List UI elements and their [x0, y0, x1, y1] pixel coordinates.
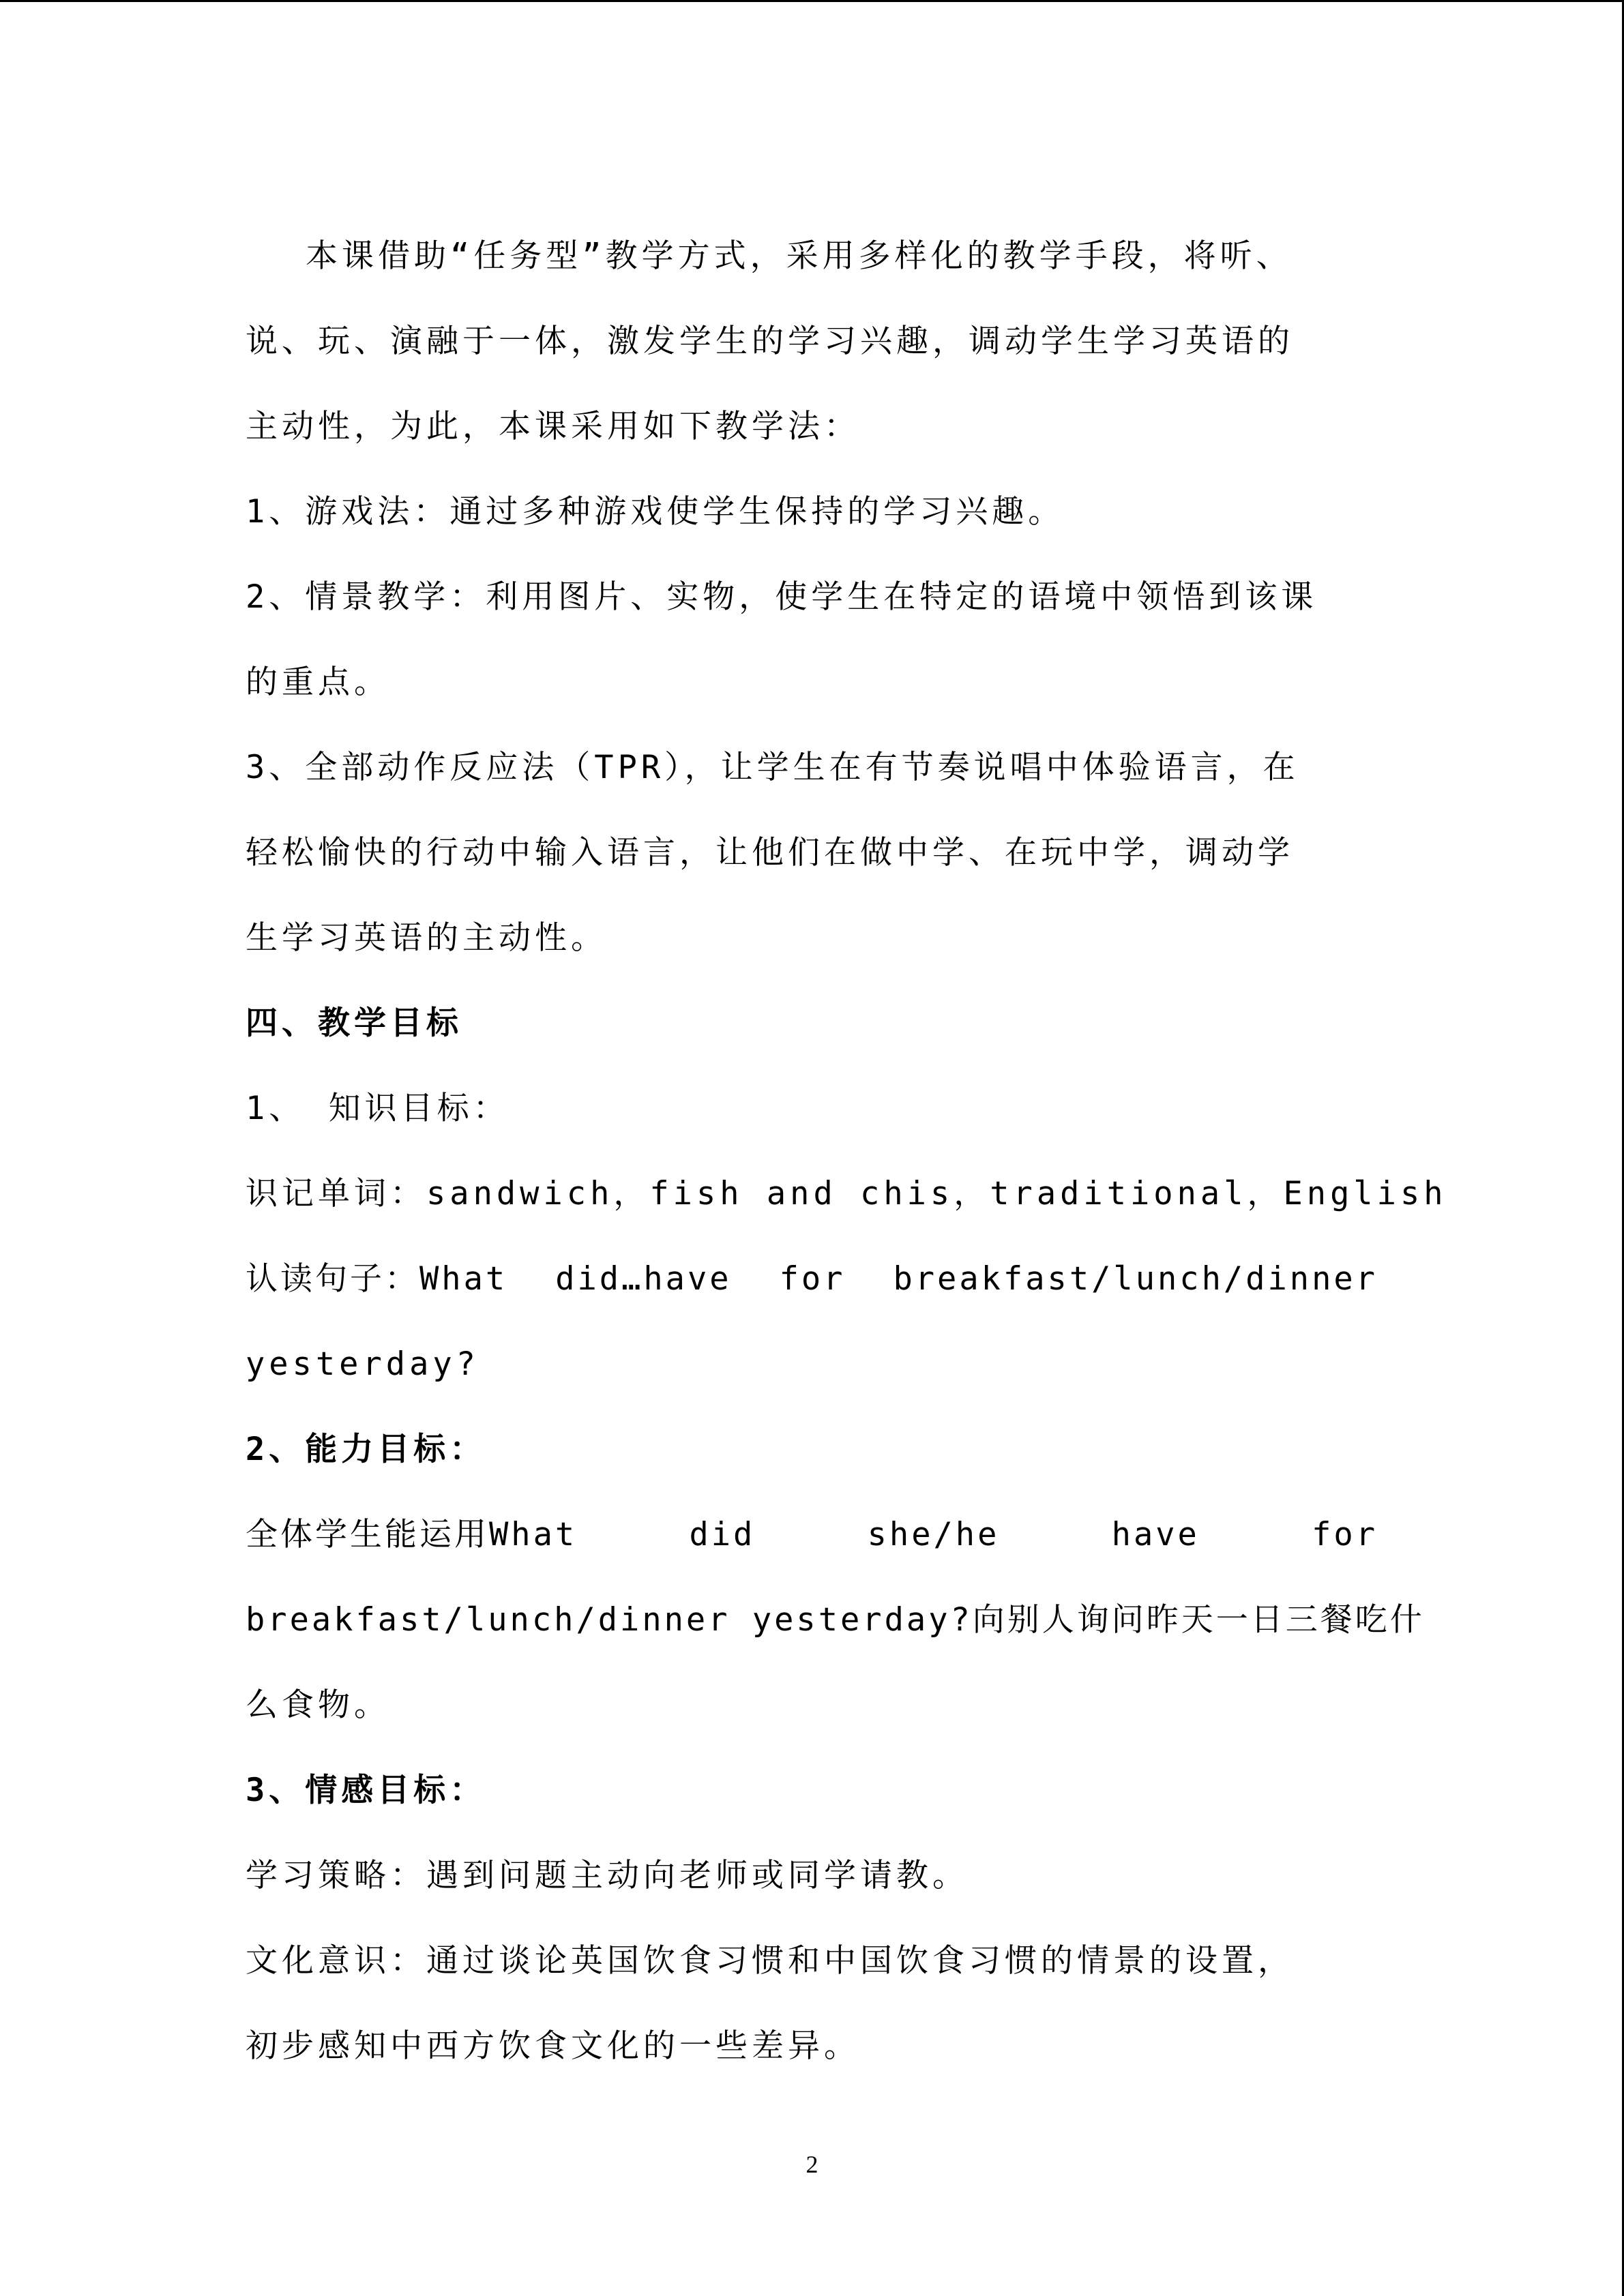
method-item-3-cont: 轻松愉快的行动中输入语言，让他们在做中学、在玩中学，调动学: [246, 834, 1294, 871]
ability-line-end: 么食物。: [246, 1686, 390, 1724]
method-item-3-cont: 生学习英语的主动性。: [246, 919, 607, 957]
emotion-heading: 3、情感目标：: [246, 1772, 486, 1809]
paragraph-line: 本课借助“任务型”教学方式，采用多样化的教学手段，将听、: [306, 237, 1293, 275]
strategy-line: 学习策略：遇到问题主动向老师或同学请教。: [246, 1857, 969, 1894]
ability-line-cont: breakfast/lunch/dinner yesterday?向别人询问昨天一日三餐吃什: [246, 1601, 1425, 1639]
ability-part: did: [689, 1516, 756, 1553]
ability-part: have: [1111, 1516, 1200, 1553]
ability-part: for: [1312, 1516, 1378, 1553]
knowledge-heading: 1、 知识目标：: [246, 1090, 510, 1127]
paragraph-line: 说、玩、演融于一体，激发学生的学习兴趣，调动学生学习英语的: [246, 323, 1294, 360]
paragraph-line: 主动性，为此，本课采用如下教学法：: [246, 408, 860, 445]
page-number: 2: [806, 2151, 818, 2178]
method-item-3: 3、全部动作反应法（TPR），让学生在有节奏说唱中体验语言，在: [246, 749, 1299, 786]
ability-heading: 2、能力目标：: [246, 1431, 486, 1468]
sentence-line: [246, 1236, 1378, 1322]
vocabulary-line: 识记单词：sandwich，fish and chis，traditional，English: [246, 1175, 1447, 1212]
sentence-line-cont: yesterday?: [246, 1345, 479, 1383]
ability-part: 全体学生能运用What: [246, 1516, 578, 1553]
sentence-part: 认读句子：What: [246, 1260, 508, 1298]
ability-line: [246, 1492, 1378, 1577]
sentence-part: for: [779, 1260, 846, 1298]
method-item-1: 1、游戏法：通过多种游戏使学生保持的学习兴趣。: [246, 493, 1065, 531]
method-item-2-cont: 的重点。: [246, 664, 390, 701]
method-item-2: 2、情景教学：利用图片、实物，使学生在特定的语境中领悟到该课: [246, 578, 1318, 616]
culture-line: 文化意识：通过谈论英国饮食习惯和中国饮食习惯的情景的设置，: [246, 1942, 1294, 1980]
sentence-part: breakfast/lunch/dinner: [893, 1260, 1378, 1298]
section-heading: 四、教学目标: [246, 1004, 462, 1042]
ability-part: she/he: [867, 1516, 1000, 1553]
culture-line-cont: 初步感知中西方饮食文化的一些差异。: [246, 2027, 860, 2065]
sentence-part: did…have: [555, 1260, 732, 1298]
document-body: [246, 213, 1447, 2089]
